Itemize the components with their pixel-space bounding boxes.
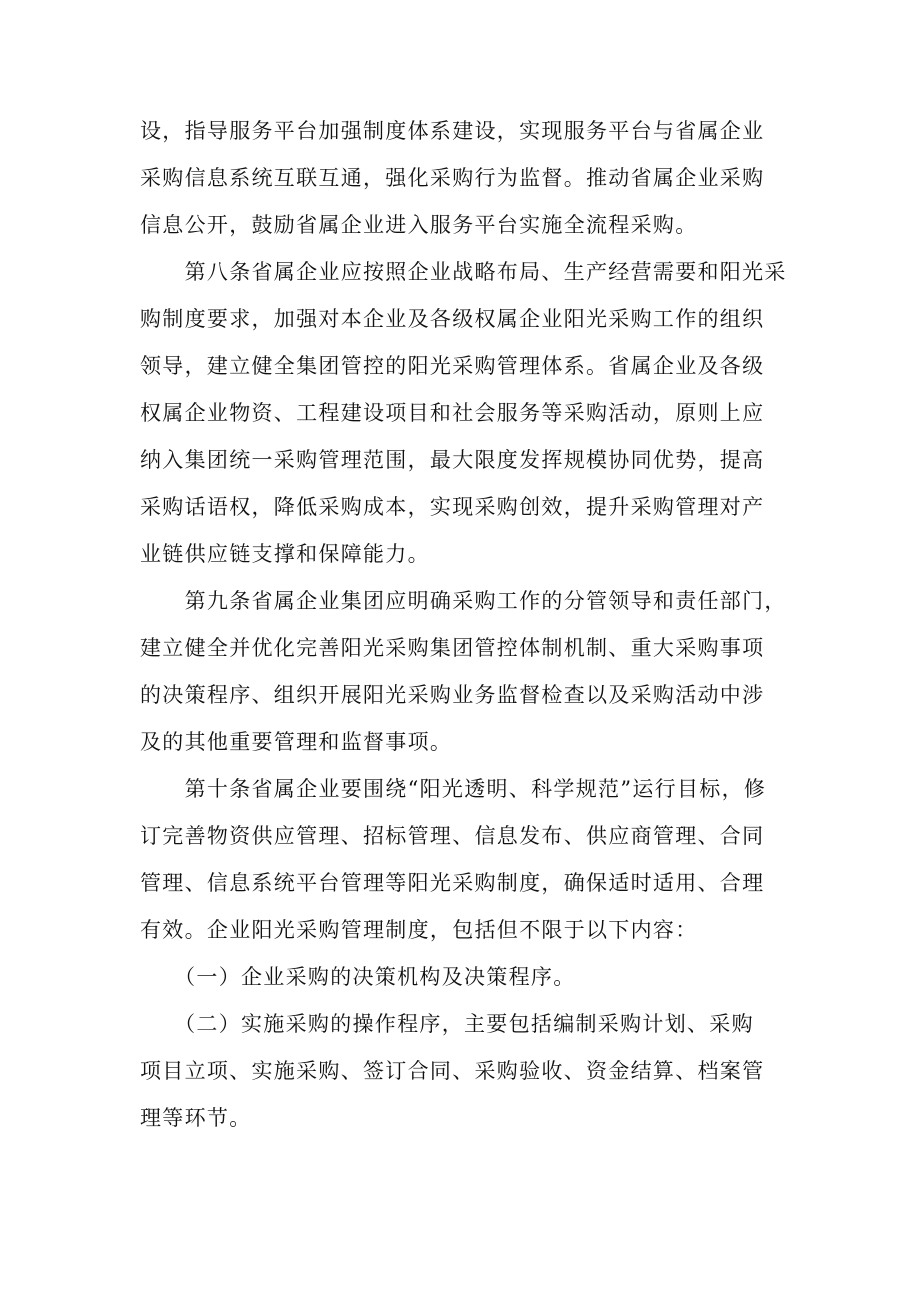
text-line: 采购话语权，降低采购成本，实现采购创效，提升采购管理对产 (140, 495, 765, 519)
text-line: 订完善物资供应管理、招标管理、信息发布、供应商管理、合同 (140, 824, 765, 848)
text-line: 业链供应链支撑和保障能力。 (140, 542, 430, 566)
text-line: 购制度要求，加强对本企业及各级权属企业阳光采购工作的组织 (140, 307, 765, 331)
text-line: 的决策程序、组织开展阳光采购业务监督检查以及采购活动中涉 (140, 683, 765, 707)
text-line: 第九条省属企业集团应明确采购工作的分管领导和责任部门， (140, 589, 787, 613)
text-line: （二）实施采购的操作程序，主要包括编制采购计划、采购 (140, 1012, 754, 1036)
paragraph-article-10 (140, 766, 790, 954)
text-line: 权属企业物资、工程建设项目和社会服务等采购活动，原则上应 (140, 401, 765, 425)
text-line: 理等环节。 (140, 1106, 252, 1130)
text-line: 领导，建立健全集团管控的阳光采购管理体系。省属企业及各级 (140, 354, 765, 378)
paragraph-article-9 (140, 578, 790, 766)
text-line: 纳入集团统一采购管理范围，最大限度发挥规模协同优势，提高 (140, 448, 765, 472)
text-line: 第十条省属企业要围绕“阳光透明、科学规范”运行目标，修 (140, 777, 767, 801)
text-line: 第八条省属企业应按照企业战略布局、生产经营需要和阳光采 (140, 260, 787, 284)
document-body (140, 108, 790, 1142)
text-line: 有效。企业阳光采购管理制度，包括但不限于以下内容： (140, 918, 698, 942)
text-line: 采购信息系统互联互通，强化采购行为监督。推动省属企业采购 (140, 166, 765, 190)
text-line: 信息公开，鼓励省属企业进入服务平台实施全流程采购。 (140, 213, 698, 237)
text-line: 项目立项、实施采购、签订合同、采购验收、资金结算、档案管 (140, 1059, 765, 1083)
text-line: 管理、信息系统平台管理等阳光采购制度，确保适时适用、合理 (140, 871, 765, 895)
text-line: 设，指导服务平台加强制度体系建设，实现服务平台与省属企业 (140, 119, 765, 143)
paragraph-item-2 (140, 1001, 790, 1142)
text-line: 及的其他重要管理和监督事项。 (140, 730, 453, 754)
paragraph-item-1 (140, 954, 790, 1001)
paragraph-article-8 (140, 249, 790, 578)
text-line: 建立健全并优化完善阳光采购集团管控体制机制、重大采购事项 (140, 636, 765, 660)
text-line: （一）企业采购的决策机构及决策程序。 (140, 965, 576, 989)
paragraph-continuation (140, 108, 790, 249)
